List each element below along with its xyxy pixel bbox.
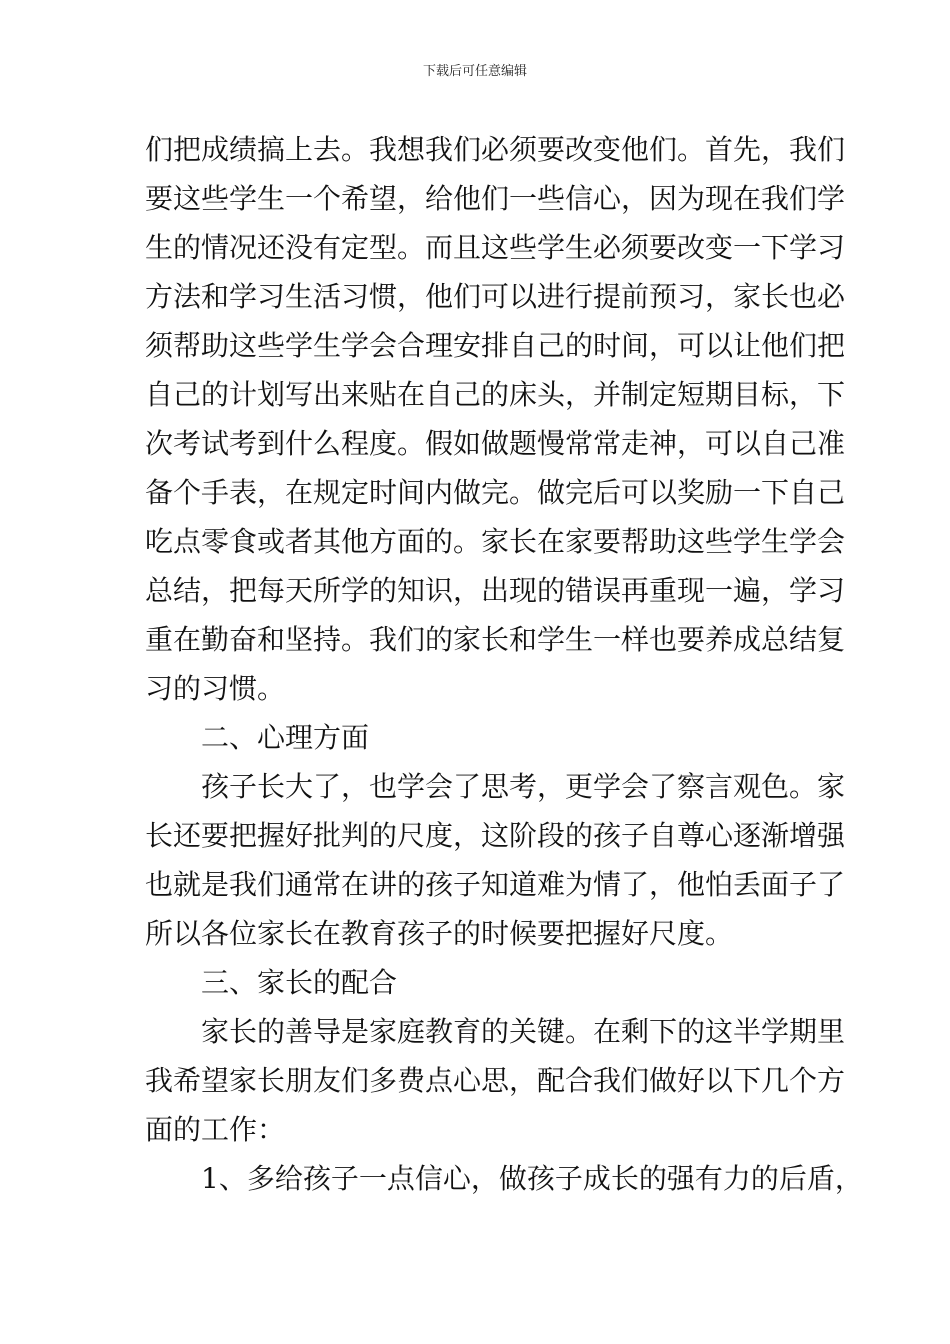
list-item-1: 1、多给孩子一点信心，做孩子成长的强有力的后盾， <box>201 1162 863 1195</box>
section-heading-psychology: 二、心理方面 <box>201 721 370 754</box>
page-header: 下载后可任意编辑 <box>422 64 527 79</box>
text-line-12: 习的习惯。 <box>145 672 286 705</box>
text-line-20: 我希望家长朋友们多费点心思，配合我们做好以下几个方 <box>145 1064 846 1097</box>
section-heading-parent-cooperation: 三、家长的配合 <box>201 966 398 999</box>
document-body <box>145 125 863 1203</box>
text-line-17: 所以各位家长在教育孩子的时候要把握好尺度。 <box>145 917 734 950</box>
text-line-7: 次考试考到什么程度。假如做题慢常常走神，可以自己准 <box>145 427 846 460</box>
text-line-15: 长还要把握好批判的尺度，这阶段的孩子自尊心逐渐增强 <box>145 819 846 852</box>
text-line-6: 自己的计划写出来贴在自己的床头，并制定短期目标，下 <box>145 378 846 411</box>
text-line-10: 总结，把每天所学的知识，出现的错误再重现一遍，学习 <box>145 574 846 607</box>
text-line-1: 们把成绩搞上去。我想我们必须要改变他们。首先，我们 <box>145 133 846 166</box>
text-line-14: 孩子长大了，也学会了思考，更学会了察言观色。家 <box>201 770 846 803</box>
text-line-21: 面的工作： <box>145 1113 286 1146</box>
text-line-5: 须帮助这些学生学会合理安排自己的时间，可以让他们把 <box>145 329 846 362</box>
text-line-3: 生的情况还没有定型。而且这些学生必须要改变一下学习 <box>145 231 846 264</box>
text-line-9: 吃点零食或者其他方面的。家长在家要帮助这些学生学会 <box>145 525 846 558</box>
text-line-8: 备个手表，在规定时间内做完。做完后可以奖励一下自己 <box>145 476 846 509</box>
text-line-16: 也就是我们通常在讲的孩子知道难为情了，他怕丢面子了 <box>145 868 846 901</box>
text-line-4: 方法和学习生活习惯，他们可以进行提前预习，家长也必 <box>145 280 846 313</box>
text-line-19: 家长的善导是家庭教育的关键。在剩下的这半学期里 <box>201 1015 846 1048</box>
text-line-11: 重在勤奋和坚持。我们的家长和学生一样也要养成总结复 <box>145 623 846 656</box>
text-line-2: 要这些学生一个希望，给他们一些信心，因为现在我们学 <box>145 182 846 215</box>
